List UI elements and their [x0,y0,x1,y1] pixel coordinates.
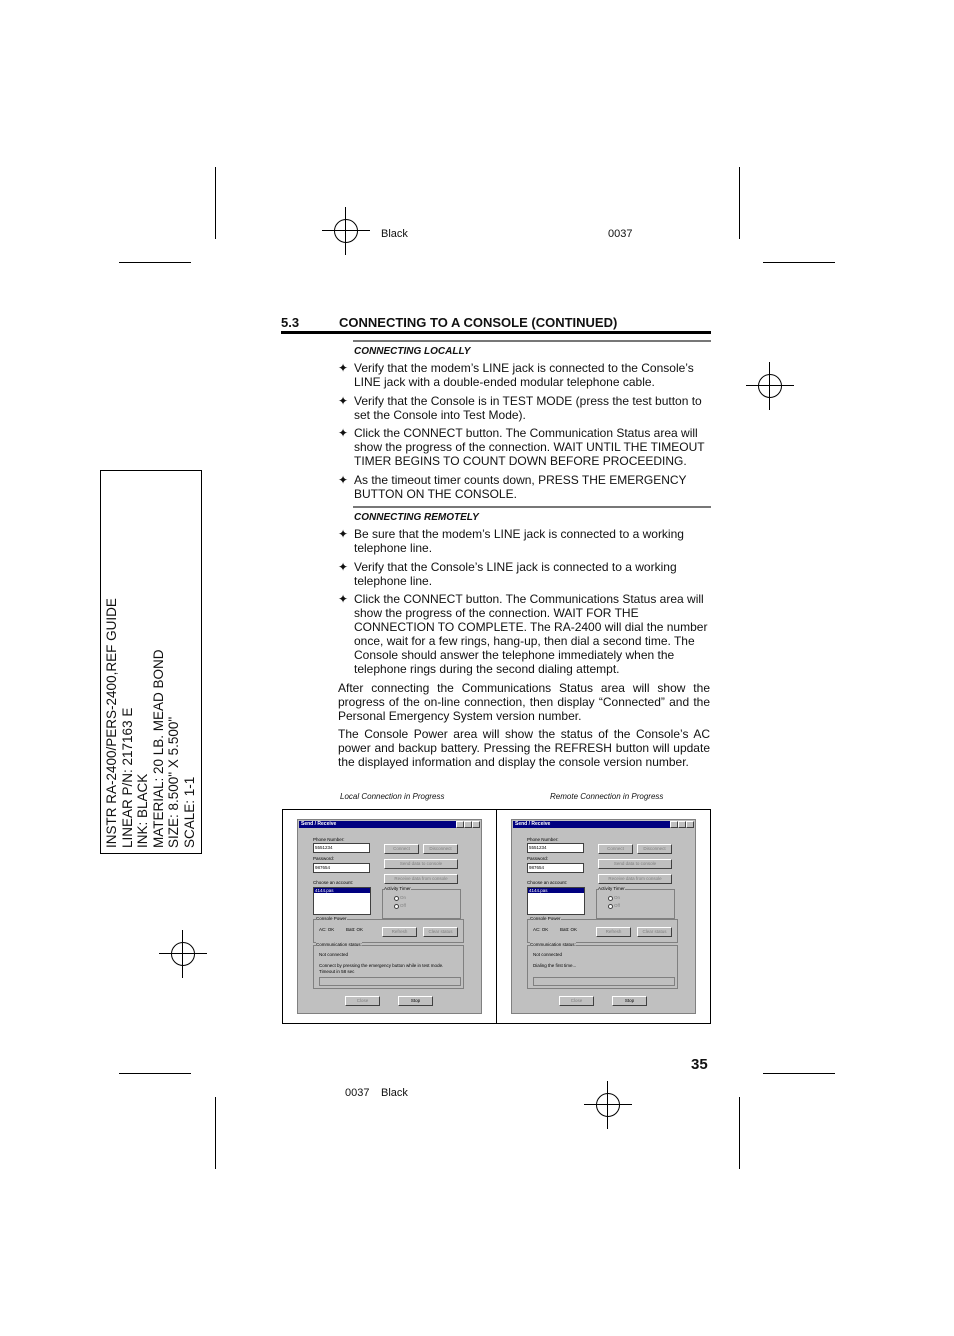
password-input[interactable]: 987654 [313,863,370,873]
subsection-rule [353,340,711,342]
radio-on-label: On [614,895,621,900]
status-line: Timeout in 58 sec [319,969,355,974]
bullet-star-icon: ✦ [338,426,349,440]
print-spec-text: INSTR RA-2400/PERS-2400,REF GUIDE LINEAR P/N: 217163 E INK: BLACK MATERIAL: 20 LB. MEAD BOND SIZE: 8.500" X 5.500" SCALE: 1-1 [104,598,197,848]
crop-mark [763,1073,835,1074]
phone-label: Phone Number: [313,837,345,842]
communication-status-label: Communication status: [316,942,362,947]
local-heading: CONNECTING LOCALLY [354,346,471,357]
screenshot-remote [496,809,711,1024]
send-data-button[interactable]: Send data to console [598,859,672,869]
stop-button[interactable]: Stop [398,996,433,1006]
password-input[interactable]: 987654 [527,863,584,873]
remote-bullet-1: ✦ Be sure that the modem’s LINE jack is connected to a working telephone line. [338,527,684,555]
phone-input[interactable]: 5551234 [313,843,370,853]
bottom-color-mark: Black [381,1087,408,1099]
connect-button[interactable]: Connect [384,844,419,854]
status-line: Not connected [319,952,349,957]
disconnect-button[interactable]: Disconnect [423,844,458,854]
account-list[interactable] [313,887,371,915]
crop-mark [739,1097,740,1169]
send-data-button[interactable]: Send data to console [384,859,458,869]
status-line: Not connected [533,952,563,957]
clear-status-button[interactable]: Clear status [637,927,672,937]
status-line: Connect by pressing the emergency button while in test mode. [319,963,444,968]
paragraph-power: The Console Power area will show the status of the Console’s AC power and backup battery. Pressing the REFRESH button will update the displayed information and display the console version number. [338,727,710,769]
paragraph-status: After connecting the Communications Status area will show the progress of the on-line connection, then display “Connected” and the Personal Emergency System version number. [338,681,710,723]
minimize-icon[interactable] [670,821,678,828]
maximize-icon[interactable] [678,821,686,828]
progress-bar [533,977,675,986]
crop-mark [215,167,216,239]
disconnect-button[interactable]: Disconnect [637,844,672,854]
password-label: Password: [313,856,335,861]
send-receive-dialog [297,819,482,1014]
top-color-mark: Black [381,228,408,240]
radio-on-label: On [400,895,407,900]
radio-off-label: Off [614,903,620,908]
registration-mark [159,930,207,978]
clear-status-button[interactable]: Clear status [423,927,458,937]
section-number: 5.3 [281,315,300,330]
progress-bar [319,977,461,986]
local-bullet-2: ✦ Verify that the Console is in TEST MODE (press the test button to set the Console into Test Mode). [338,394,702,422]
phone-label: Phone Number: [527,837,559,842]
activity-timer-label: Activity Timer [598,886,625,891]
dialog-close-button[interactable]: Close [559,996,594,1006]
maximize-icon[interactable] [464,821,472,828]
local-bullet-3: ✦ Click the CONNECT button. The Communication Status area will show the progress of the connection. WAIT UNTIL THE TIMEOUT TIMER BEGINS TO COUNT DOWN BEFORE PROCEEDING. [338,426,705,468]
receive-data-button[interactable]: Receive data from console [384,874,458,884]
ac-status: AC: OK [533,927,549,932]
communication-status-label: Communication status: [530,942,576,947]
batt-status: Batt: OK [346,927,364,932]
receive-data-button[interactable]: Receive data from console [598,874,672,884]
registration-mark [322,207,370,255]
account-label: Choose an account: [527,880,568,885]
activity-timer-label: Activity Timer [384,886,411,891]
account-list[interactable] [527,887,585,915]
bullet-star-icon: ✦ [338,473,349,487]
bullet-star-icon: ✦ [338,361,349,375]
radio-off-label: Off [400,903,406,908]
remote-bullet-2: ✦ Verify that the Console’s LINE jack is connected to a working telephone line. [338,560,677,588]
status-line: Dialing the first time... [533,963,577,968]
caption-remote: Remote Connection in Progress [550,792,664,801]
batt-status: Batt: OK [560,927,578,932]
crop-mark [739,167,740,239]
ac-status: AC: OK [319,927,335,932]
password-label: Password: [527,856,549,861]
remote-heading: CONNECTING REMOTELY [354,512,479,523]
bottom-code-mark: 0037 [345,1087,370,1099]
account-label: Choose an account: [313,880,354,885]
bullet-star-icon: ✦ [338,560,349,574]
section-rule [281,331,711,334]
dialog-title: Send / Receive [299,821,480,828]
caption-local: Local Connection in Progress [340,792,445,801]
radio-off[interactable] [608,904,613,909]
top-code-mark: 0037 [608,228,633,240]
stop-button[interactable]: Stop [612,996,647,1006]
refresh-button[interactable]: Refresh [382,927,417,937]
registration-mark [746,362,794,410]
bullet-star-icon: ✦ [338,527,349,541]
minimize-icon[interactable] [456,821,464,828]
crop-mark [215,1097,216,1169]
send-receive-dialog [511,819,696,1014]
radio-off[interactable] [394,904,399,909]
bullet-star-icon: ✦ [338,592,349,606]
crop-mark [119,262,191,263]
phone-input[interactable]: 5551234 [527,843,584,853]
local-bullet-4: ✦ As the timeout timer counts down, PRESS THE EMERGENCY BUTTON ON THE CONSOLE. [338,473,687,501]
console-power-label: Console Power [530,916,561,921]
crop-mark [763,262,835,263]
dialog-title: Send / Receive [513,821,694,828]
subsection-rule [353,506,711,508]
section-title: CONNECTING TO A CONSOLE (CONTINUED) [339,315,618,330]
remote-bullet-3: ✦ Click the CONNECT button. The Communications Status area will show the progress of the connection. WAIT FOR THE CONNECTION TO COMPLETE. The RA-2400 will dial the number once, wait for a few rings, hang-up, then dial a second time. The Console should answer the telephone immediately when the telephone rings during the second dialing attempt. [338,592,708,676]
crop-mark [119,1073,191,1074]
local-bullet-1: ✦ Verify that the modem’s LINE jack is connected to the Console’s LINE jack with a double-ended modular telephone cable. [338,361,694,389]
radio-on[interactable] [608,896,613,901]
page-number: 35 [691,1056,708,1073]
account-item[interactable]: 4144.pas [314,888,370,893]
account-item[interactable]: 4144.pas [528,888,584,893]
bullet-star-icon: ✦ [338,394,349,408]
radio-on[interactable] [394,896,399,901]
screenshot-local [282,809,497,1024]
refresh-button[interactable]: Refresh [596,927,631,937]
connect-button[interactable]: Connect [598,844,633,854]
registration-mark [584,1081,632,1129]
console-power-label: Console Power [316,916,347,921]
close-icon[interactable] [472,821,480,828]
close-icon[interactable] [686,821,694,828]
dialog-close-button[interactable]: Close [345,996,380,1006]
